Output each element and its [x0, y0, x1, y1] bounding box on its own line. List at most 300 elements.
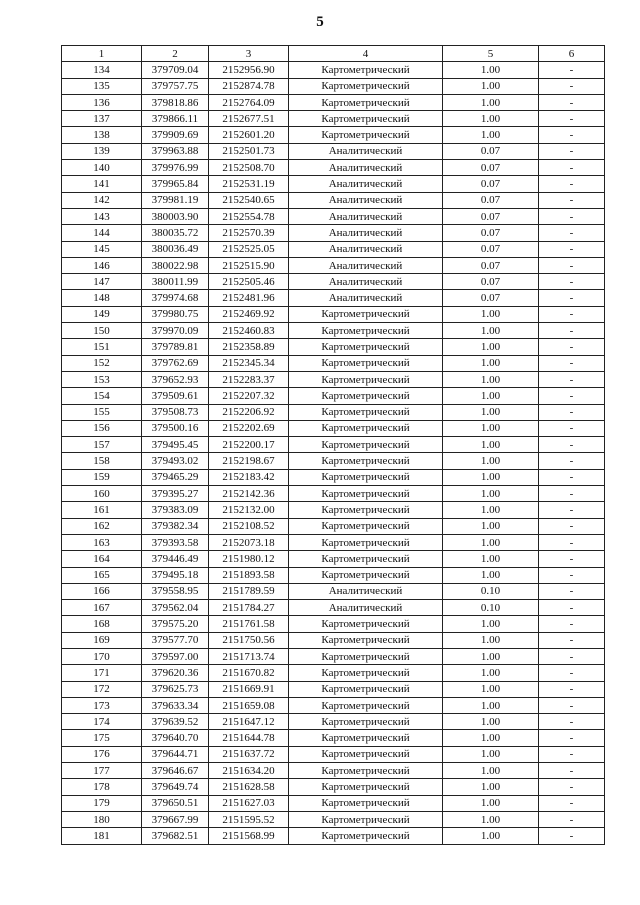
note-cell: - — [539, 371, 605, 387]
method-cell: Аналитический — [289, 192, 443, 208]
x-coordinate-cell: 380036.49 — [142, 241, 209, 257]
y-coordinate-cell: 2152505.46 — [209, 274, 289, 290]
method-cell: Картометрический — [289, 697, 443, 713]
header-cell-5: 5 — [443, 46, 539, 62]
accuracy-cell: 0.07 — [443, 192, 539, 208]
x-coordinate-cell: 380035.72 — [142, 225, 209, 241]
method-cell: Картометрический — [289, 404, 443, 420]
note-cell: - — [539, 665, 605, 681]
note-cell: - — [539, 648, 605, 664]
note-cell: - — [539, 111, 605, 127]
point-number-cell: 178 — [62, 779, 142, 795]
point-number-cell: 135 — [62, 78, 142, 94]
point-number-cell: 164 — [62, 551, 142, 567]
accuracy-cell: 1.00 — [443, 94, 539, 110]
table-row — [62, 714, 605, 730]
point-number-cell: 138 — [62, 127, 142, 143]
y-coordinate-cell: 2152345.34 — [209, 355, 289, 371]
x-coordinate-cell: 380022.98 — [142, 257, 209, 273]
page-number: 5 — [316, 14, 324, 30]
table-row — [62, 730, 605, 746]
table-row — [62, 795, 605, 811]
table-body — [62, 62, 605, 844]
accuracy-cell: 1.00 — [443, 111, 539, 127]
note-cell: - — [539, 404, 605, 420]
x-coordinate-cell: 379395.27 — [142, 486, 209, 502]
x-coordinate-cell: 379644.71 — [142, 746, 209, 762]
y-coordinate-cell: 2151713.74 — [209, 648, 289, 664]
x-coordinate-cell: 379633.34 — [142, 697, 209, 713]
y-coordinate-cell: 2152508.70 — [209, 160, 289, 176]
x-coordinate-cell: 379465.29 — [142, 469, 209, 485]
accuracy-cell: 1.00 — [443, 811, 539, 827]
accuracy-cell: 1.00 — [443, 371, 539, 387]
method-cell: Картометрический — [289, 551, 443, 567]
note-cell: - — [539, 697, 605, 713]
x-coordinate-cell: 379866.11 — [142, 111, 209, 127]
accuracy-cell: 0.10 — [443, 600, 539, 616]
point-number-cell: 175 — [62, 730, 142, 746]
accuracy-cell: 1.00 — [443, 795, 539, 811]
note-cell: - — [539, 534, 605, 550]
table-row — [62, 404, 605, 420]
accuracy-cell: 1.00 — [443, 534, 539, 550]
method-cell: Картометрический — [289, 453, 443, 469]
y-coordinate-cell: 2151644.78 — [209, 730, 289, 746]
note-cell: - — [539, 339, 605, 355]
y-coordinate-cell: 2151980.12 — [209, 551, 289, 567]
table-row — [62, 583, 605, 599]
method-cell: Картометрический — [289, 518, 443, 534]
table-row — [62, 502, 605, 518]
x-coordinate-cell: 379970.09 — [142, 323, 209, 339]
accuracy-cell: 1.00 — [443, 355, 539, 371]
y-coordinate-cell: 2152601.20 — [209, 127, 289, 143]
method-cell: Аналитический — [289, 583, 443, 599]
table-row — [62, 257, 605, 273]
method-cell: Картометрический — [289, 420, 443, 436]
table-header — [62, 46, 605, 62]
x-coordinate-cell: 379393.58 — [142, 534, 209, 550]
point-number-cell: 144 — [62, 225, 142, 241]
accuracy-cell: 1.00 — [443, 665, 539, 681]
y-coordinate-cell: 2151634.20 — [209, 763, 289, 779]
table-row — [62, 420, 605, 436]
x-coordinate-cell: 379980.75 — [142, 306, 209, 322]
point-number-cell: 165 — [62, 567, 142, 583]
point-number-cell: 170 — [62, 648, 142, 664]
point-number-cell: 141 — [62, 176, 142, 192]
header-cell-2: 2 — [142, 46, 209, 62]
method-cell: Картометрический — [289, 763, 443, 779]
x-coordinate-cell: 379597.00 — [142, 648, 209, 664]
table-row — [62, 648, 605, 664]
method-cell: Картометрический — [289, 648, 443, 664]
note-cell: - — [539, 469, 605, 485]
method-cell: Аналитический — [289, 208, 443, 224]
table-row — [62, 551, 605, 567]
header-row — [62, 46, 605, 62]
method-cell: Картометрический — [289, 730, 443, 746]
method-cell: Картометрический — [289, 746, 443, 762]
method-cell: Аналитический — [289, 290, 443, 306]
note-cell: - — [539, 388, 605, 404]
x-coordinate-cell: 379650.51 — [142, 795, 209, 811]
y-coordinate-cell: 2152073.18 — [209, 534, 289, 550]
table-row — [62, 779, 605, 795]
x-coordinate-cell: 379495.18 — [142, 567, 209, 583]
table-row — [62, 78, 605, 94]
x-coordinate-cell: 379382.34 — [142, 518, 209, 534]
table-row — [62, 355, 605, 371]
table-row — [62, 616, 605, 632]
method-cell: Картометрический — [289, 78, 443, 94]
point-number-cell: 180 — [62, 811, 142, 827]
accuracy-cell: 1.00 — [443, 697, 539, 713]
note-cell: - — [539, 225, 605, 241]
x-coordinate-cell: 379640.70 — [142, 730, 209, 746]
accuracy-cell: 1.00 — [443, 681, 539, 697]
method-cell: Картометрический — [289, 714, 443, 730]
note-cell: - — [539, 730, 605, 746]
note-cell: - — [539, 94, 605, 110]
x-coordinate-cell: 379495.45 — [142, 437, 209, 453]
method-cell: Картометрический — [289, 828, 443, 844]
x-coordinate-cell: 379558.95 — [142, 583, 209, 599]
point-number-cell: 181 — [62, 828, 142, 844]
method-cell: Аналитический — [289, 274, 443, 290]
accuracy-cell: 0.07 — [443, 160, 539, 176]
y-coordinate-cell: 2151750.56 — [209, 632, 289, 648]
method-cell: Картометрический — [289, 665, 443, 681]
y-coordinate-cell: 2152283.37 — [209, 371, 289, 387]
x-coordinate-cell: 379577.70 — [142, 632, 209, 648]
y-coordinate-cell: 2152481.96 — [209, 290, 289, 306]
note-cell: - — [539, 208, 605, 224]
point-number-cell: 173 — [62, 697, 142, 713]
point-number-cell: 136 — [62, 94, 142, 110]
point-number-cell: 143 — [62, 208, 142, 224]
note-cell: - — [539, 160, 605, 176]
accuracy-cell: 0.07 — [443, 290, 539, 306]
accuracy-cell: 1.00 — [443, 306, 539, 322]
point-number-cell: 146 — [62, 257, 142, 273]
table-row — [62, 274, 605, 290]
y-coordinate-cell: 2152207.32 — [209, 388, 289, 404]
note-cell: - — [539, 78, 605, 94]
y-coordinate-cell: 2152764.09 — [209, 94, 289, 110]
y-coordinate-cell: 2151789.59 — [209, 583, 289, 599]
x-coordinate-cell: 379652.93 — [142, 371, 209, 387]
x-coordinate-cell: 379446.49 — [142, 551, 209, 567]
accuracy-cell: 0.07 — [443, 274, 539, 290]
accuracy-cell: 1.00 — [443, 730, 539, 746]
point-number-cell: 134 — [62, 62, 142, 78]
y-coordinate-cell: 2152202.69 — [209, 420, 289, 436]
method-cell: Картометрический — [289, 469, 443, 485]
x-coordinate-cell: 379649.74 — [142, 779, 209, 795]
accuracy-cell: 0.07 — [443, 143, 539, 159]
note-cell: - — [539, 551, 605, 567]
table-row — [62, 746, 605, 762]
table-row — [62, 763, 605, 779]
y-coordinate-cell: 2152531.19 — [209, 176, 289, 192]
table-row — [62, 241, 605, 257]
header-cell-1: 1 — [62, 46, 142, 62]
y-coordinate-cell: 2152677.51 — [209, 111, 289, 127]
y-coordinate-cell: 2151568.99 — [209, 828, 289, 844]
method-cell: Картометрический — [289, 355, 443, 371]
y-coordinate-cell: 2151647.12 — [209, 714, 289, 730]
point-number-cell: 152 — [62, 355, 142, 371]
x-coordinate-cell: 379508.73 — [142, 404, 209, 420]
x-coordinate-cell: 379762.69 — [142, 355, 209, 371]
x-coordinate-cell: 379818.86 — [142, 94, 209, 110]
y-coordinate-cell: 2152956.90 — [209, 62, 289, 78]
method-cell: Аналитический — [289, 600, 443, 616]
table-row — [62, 828, 605, 844]
table-row — [62, 697, 605, 713]
method-cell: Картометрический — [289, 323, 443, 339]
note-cell: - — [539, 746, 605, 762]
table-row — [62, 600, 605, 616]
point-number-cell: 145 — [62, 241, 142, 257]
table-row — [62, 469, 605, 485]
method-cell: Картометрический — [289, 62, 443, 78]
note-cell: - — [539, 323, 605, 339]
y-coordinate-cell: 2152469.92 — [209, 306, 289, 322]
y-coordinate-cell: 2152142.36 — [209, 486, 289, 502]
x-coordinate-cell: 379709.04 — [142, 62, 209, 78]
note-cell: - — [539, 502, 605, 518]
y-coordinate-cell: 2152183.42 — [209, 469, 289, 485]
y-coordinate-cell: 2151595.52 — [209, 811, 289, 827]
y-coordinate-cell: 2152874.78 — [209, 78, 289, 94]
header-cell-4: 4 — [289, 46, 443, 62]
accuracy-cell: 1.00 — [443, 632, 539, 648]
y-coordinate-cell: 2151893.58 — [209, 567, 289, 583]
table-row — [62, 437, 605, 453]
header-cell-6: 6 — [539, 46, 605, 62]
x-coordinate-cell: 379976.99 — [142, 160, 209, 176]
point-number-cell: 142 — [62, 192, 142, 208]
table-row — [62, 323, 605, 339]
method-cell: Картометрический — [289, 681, 443, 697]
x-coordinate-cell: 379562.04 — [142, 600, 209, 616]
y-coordinate-cell: 2152108.52 — [209, 518, 289, 534]
x-coordinate-cell: 379789.81 — [142, 339, 209, 355]
table-row — [62, 453, 605, 469]
accuracy-cell: 0.07 — [443, 176, 539, 192]
note-cell: - — [539, 127, 605, 143]
table-row — [62, 518, 605, 534]
point-number-cell: 177 — [62, 763, 142, 779]
note-cell: - — [539, 257, 605, 273]
method-cell: Картометрический — [289, 306, 443, 322]
point-number-cell: 166 — [62, 583, 142, 599]
method-cell: Аналитический — [289, 160, 443, 176]
method-cell: Картометрический — [289, 111, 443, 127]
table-row — [62, 388, 605, 404]
table-row — [62, 192, 605, 208]
accuracy-cell: 1.00 — [443, 388, 539, 404]
note-cell: - — [539, 437, 605, 453]
method-cell: Картометрический — [289, 502, 443, 518]
accuracy-cell: 1.00 — [443, 62, 539, 78]
accuracy-cell: 1.00 — [443, 648, 539, 664]
point-number-cell: 167 — [62, 600, 142, 616]
y-coordinate-cell: 2151659.08 — [209, 697, 289, 713]
method-cell: Картометрический — [289, 94, 443, 110]
point-number-cell: 154 — [62, 388, 142, 404]
point-number-cell: 161 — [62, 502, 142, 518]
y-coordinate-cell: 2151628.58 — [209, 779, 289, 795]
point-number-cell: 172 — [62, 681, 142, 697]
point-number-cell: 169 — [62, 632, 142, 648]
accuracy-cell: 1.00 — [443, 404, 539, 420]
table-row — [62, 811, 605, 827]
accuracy-cell: 1.00 — [443, 502, 539, 518]
method-cell: Картометрический — [289, 339, 443, 355]
method-cell: Аналитический — [289, 241, 443, 257]
accuracy-cell: 1.00 — [443, 763, 539, 779]
x-coordinate-cell: 379965.84 — [142, 176, 209, 192]
table-row — [62, 371, 605, 387]
y-coordinate-cell: 2151627.03 — [209, 795, 289, 811]
point-number-cell: 150 — [62, 323, 142, 339]
y-coordinate-cell: 2152554.78 — [209, 208, 289, 224]
accuracy-cell: 1.00 — [443, 127, 539, 143]
note-cell: - — [539, 616, 605, 632]
point-number-cell: 140 — [62, 160, 142, 176]
method-cell: Картометрический — [289, 127, 443, 143]
accuracy-cell: 0.07 — [443, 257, 539, 273]
x-coordinate-cell: 379646.67 — [142, 763, 209, 779]
method-cell: Аналитический — [289, 176, 443, 192]
x-coordinate-cell: 379620.36 — [142, 665, 209, 681]
method-cell: Картометрический — [289, 632, 443, 648]
point-number-cell: 155 — [62, 404, 142, 420]
note-cell: - — [539, 795, 605, 811]
table-row — [62, 665, 605, 681]
table-row — [62, 176, 605, 192]
y-coordinate-cell: 2152460.83 — [209, 323, 289, 339]
method-cell: Картометрический — [289, 534, 443, 550]
table-row — [62, 94, 605, 110]
accuracy-cell: 1.00 — [443, 420, 539, 436]
point-number-cell: 148 — [62, 290, 142, 306]
accuracy-cell: 0.07 — [443, 225, 539, 241]
point-number-cell: 159 — [62, 469, 142, 485]
note-cell: - — [539, 420, 605, 436]
note-cell: - — [539, 714, 605, 730]
note-cell: - — [539, 518, 605, 534]
x-coordinate-cell: 379667.99 — [142, 811, 209, 827]
y-coordinate-cell: 2152570.39 — [209, 225, 289, 241]
point-number-cell: 158 — [62, 453, 142, 469]
note-cell: - — [539, 62, 605, 78]
table-row — [62, 225, 605, 241]
x-coordinate-cell: 379509.61 — [142, 388, 209, 404]
point-number-cell: 149 — [62, 306, 142, 322]
accuracy-cell: 0.07 — [443, 241, 539, 257]
accuracy-cell: 1.00 — [443, 339, 539, 355]
point-number-cell: 168 — [62, 616, 142, 632]
accuracy-cell: 1.00 — [443, 779, 539, 795]
table-row — [62, 306, 605, 322]
point-number-cell: 174 — [62, 714, 142, 730]
coordinates-table — [61, 45, 605, 845]
y-coordinate-cell: 2152515.90 — [209, 257, 289, 273]
x-coordinate-cell: 379383.09 — [142, 502, 209, 518]
note-cell: - — [539, 811, 605, 827]
note-cell: - — [539, 583, 605, 599]
y-coordinate-cell: 2152206.92 — [209, 404, 289, 420]
x-coordinate-cell: 380003.90 — [142, 208, 209, 224]
method-cell: Картометрический — [289, 616, 443, 632]
note-cell: - — [539, 486, 605, 502]
x-coordinate-cell: 379981.19 — [142, 192, 209, 208]
y-coordinate-cell: 2152358.89 — [209, 339, 289, 355]
note-cell: - — [539, 600, 605, 616]
note-cell: - — [539, 567, 605, 583]
accuracy-cell: 1.00 — [443, 453, 539, 469]
y-coordinate-cell: 2152501.73 — [209, 143, 289, 159]
table-row — [62, 143, 605, 159]
y-coordinate-cell: 2151761.58 — [209, 616, 289, 632]
note-cell: - — [539, 306, 605, 322]
y-coordinate-cell: 2152525.05 — [209, 241, 289, 257]
point-number-cell: 162 — [62, 518, 142, 534]
x-coordinate-cell: 379575.20 — [142, 616, 209, 632]
y-coordinate-cell: 2152198.67 — [209, 453, 289, 469]
table-row — [62, 62, 605, 78]
note-cell: - — [539, 453, 605, 469]
point-number-cell: 137 — [62, 111, 142, 127]
note-cell: - — [539, 176, 605, 192]
note-cell: - — [539, 290, 605, 306]
accuracy-cell: 1.00 — [443, 323, 539, 339]
method-cell: Картометрический — [289, 811, 443, 827]
method-cell: Картометрический — [289, 795, 443, 811]
point-number-cell: 147 — [62, 274, 142, 290]
table-row — [62, 339, 605, 355]
point-number-cell: 179 — [62, 795, 142, 811]
x-coordinate-cell: 379493.02 — [142, 453, 209, 469]
note-cell: - — [539, 763, 605, 779]
table-row — [62, 567, 605, 583]
table-row — [62, 208, 605, 224]
x-coordinate-cell: 379639.52 — [142, 714, 209, 730]
table-row — [62, 160, 605, 176]
point-number-cell: 156 — [62, 420, 142, 436]
table-row — [62, 681, 605, 697]
point-number-cell: 160 — [62, 486, 142, 502]
note-cell: - — [539, 192, 605, 208]
y-coordinate-cell: 2151637.72 — [209, 746, 289, 762]
y-coordinate-cell: 2152132.00 — [209, 502, 289, 518]
y-coordinate-cell: 2151670.82 — [209, 665, 289, 681]
accuracy-cell: 1.00 — [443, 714, 539, 730]
note-cell: - — [539, 828, 605, 844]
y-coordinate-cell: 2152540.65 — [209, 192, 289, 208]
accuracy-cell: 0.07 — [443, 208, 539, 224]
x-coordinate-cell: 379909.69 — [142, 127, 209, 143]
table-row — [62, 290, 605, 306]
accuracy-cell: 1.00 — [443, 486, 539, 502]
method-cell: Аналитический — [289, 257, 443, 273]
header-cell-3: 3 — [209, 46, 289, 62]
